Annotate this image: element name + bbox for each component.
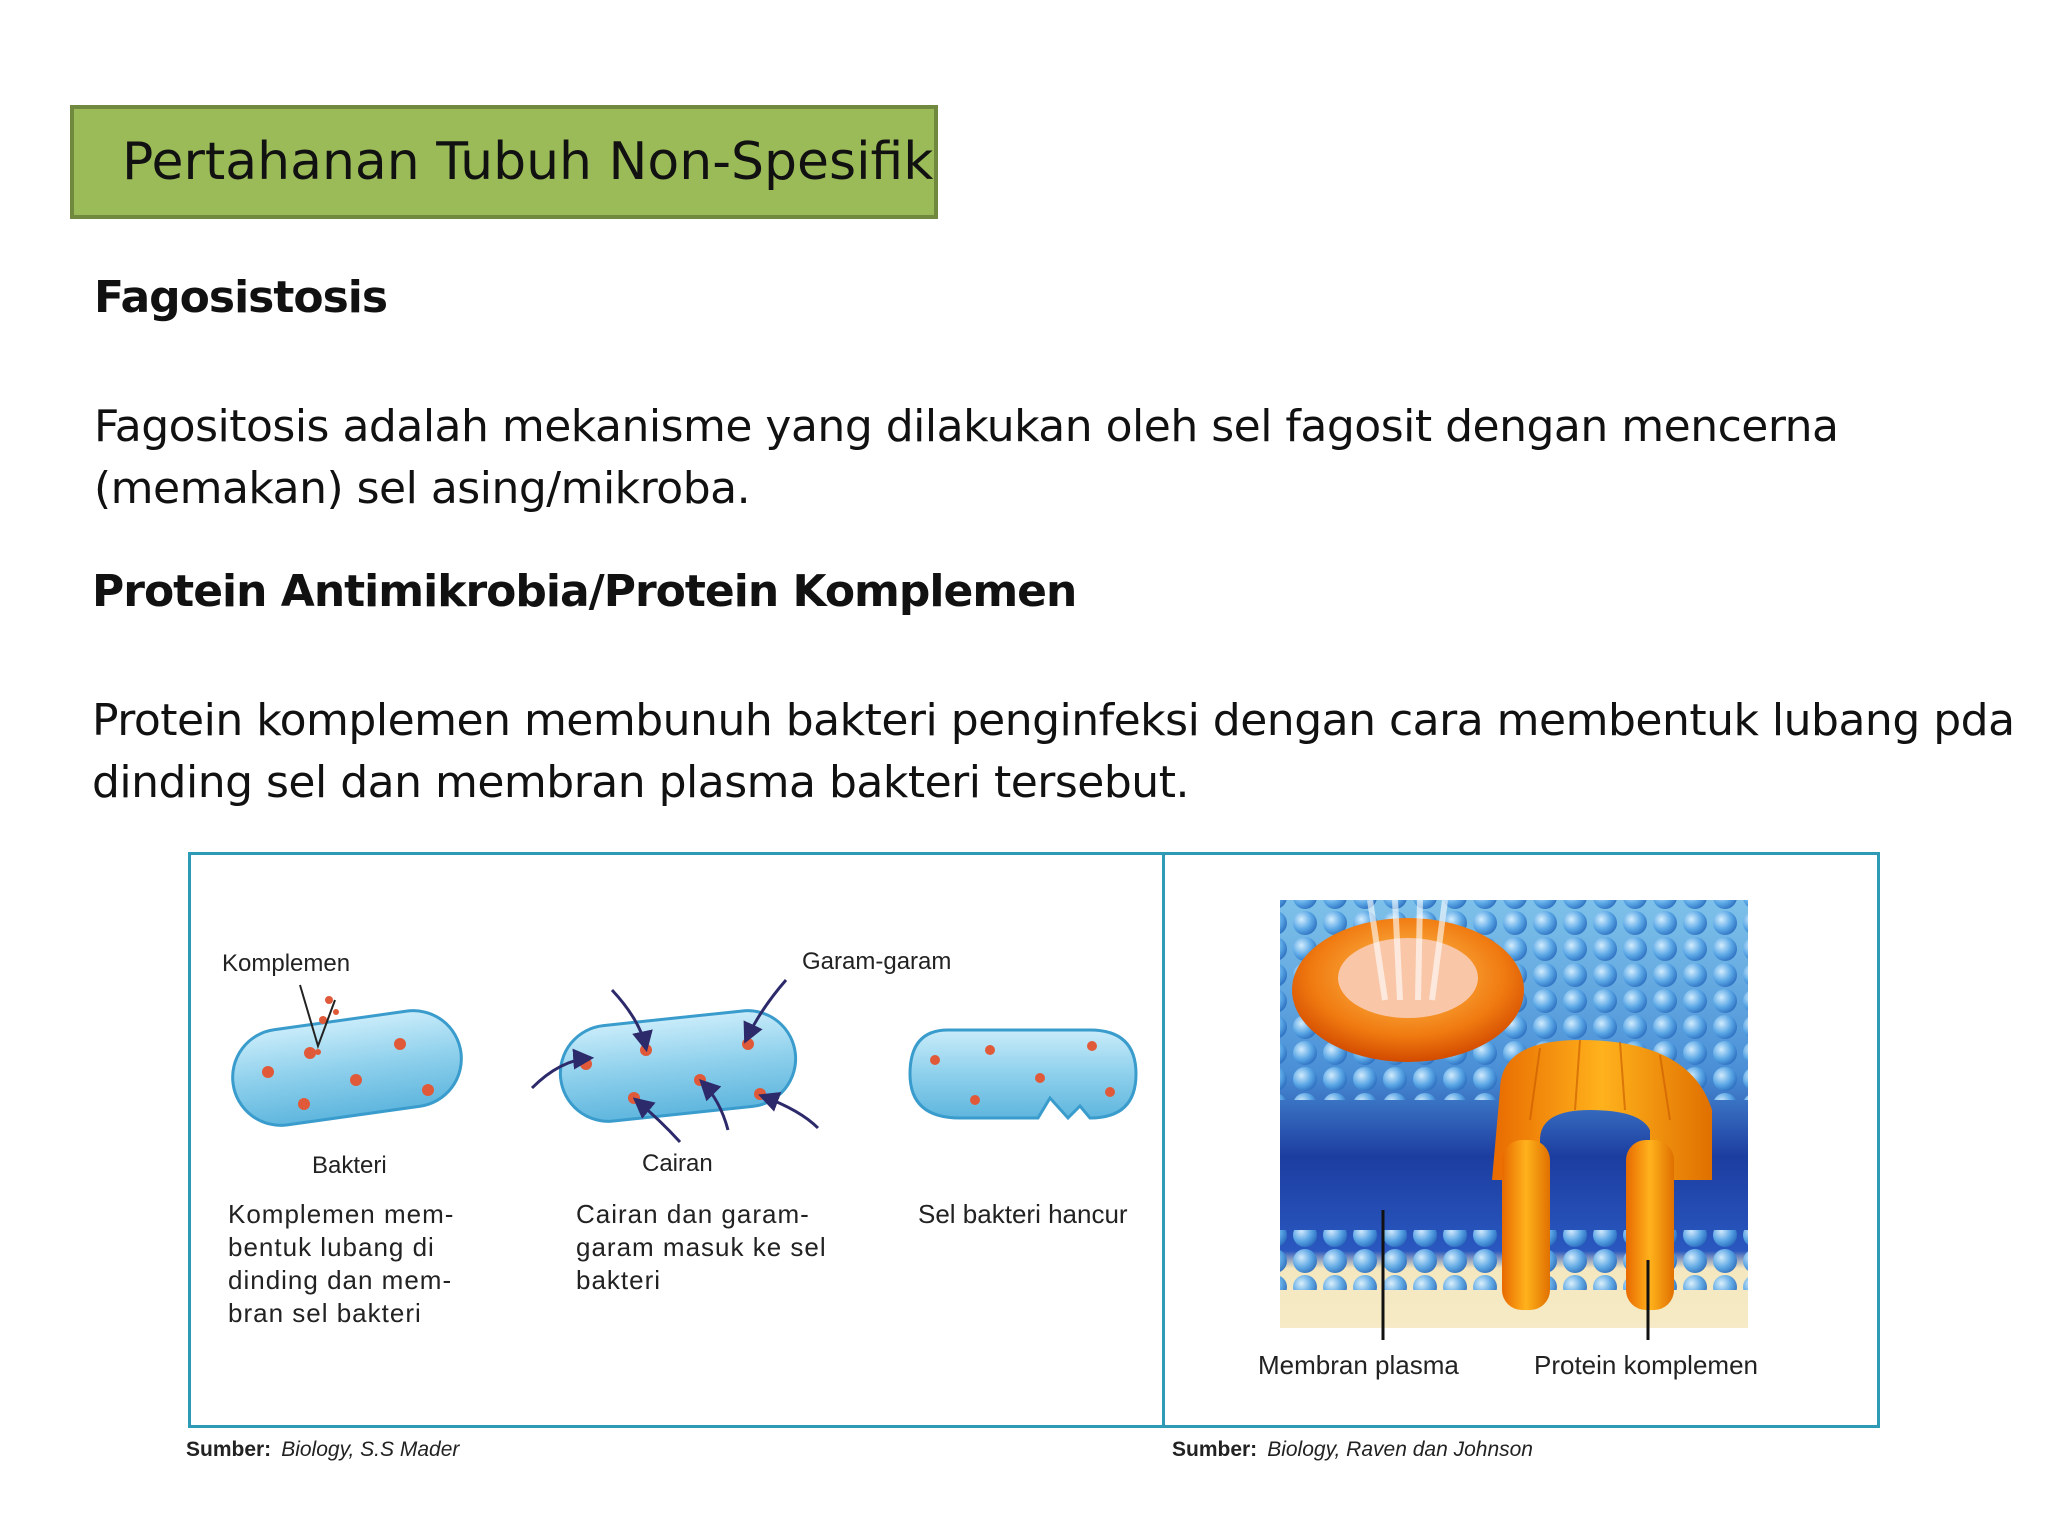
membrane-pore-illustration <box>1280 900 1748 1340</box>
step3-description: Sel bakteri hancur <box>918 1199 1128 1229</box>
label-bakteri: Bakteri <box>312 1152 387 1179</box>
label-cairan: Cairan <box>642 1150 713 1177</box>
bacterium-3-illustration <box>910 1030 1136 1118</box>
label-komplemen: Komplemen <box>222 950 351 977</box>
bacterium-2-illustration <box>532 980 818 1142</box>
source-right: Sumber: Biology, Raven dan Johnson <box>1172 1438 1533 1461</box>
slide-title: Pertahanan Tubuh Non-Spesifik <box>122 132 934 192</box>
section-body-fagositosis: Fagositosis adalah mekanisme yang dilakukan oleh sel fagosit dengan mencerna (memakan) sel asing/mikroba. <box>94 401 1839 514</box>
section-heading-protein-komplemen: Protein Antimikrobia/Protein Komplemen <box>92 566 1077 617</box>
label-garam-garam: Garam-garam <box>802 948 952 975</box>
label-protein-komplemen: Protein komplemen <box>1534 1350 1758 1380</box>
section-heading-fagositosis: Fagosistosis <box>94 272 388 323</box>
label-membran-plasma: Membran plasma <box>1258 1350 1459 1380</box>
bacterium-1-illustration <box>226 985 467 1132</box>
section-body-protein-komplemen: Protein komplemen membunuh bakteri penginfeksi dengan cara membentuk lubang pda dinding sel dan membran plasma bakteri tersebut. <box>92 695 2015 808</box>
step2-description: Cairan dan garam- garam masuk ke sel bakteri <box>576 1199 827 1295</box>
step1-description: Komplemen mem- bentuk lubang di dinding dan mem- bran sel bakteri <box>228 1199 455 1328</box>
source-left: Sumber: Biology, S.S Mader <box>186 1438 460 1461</box>
